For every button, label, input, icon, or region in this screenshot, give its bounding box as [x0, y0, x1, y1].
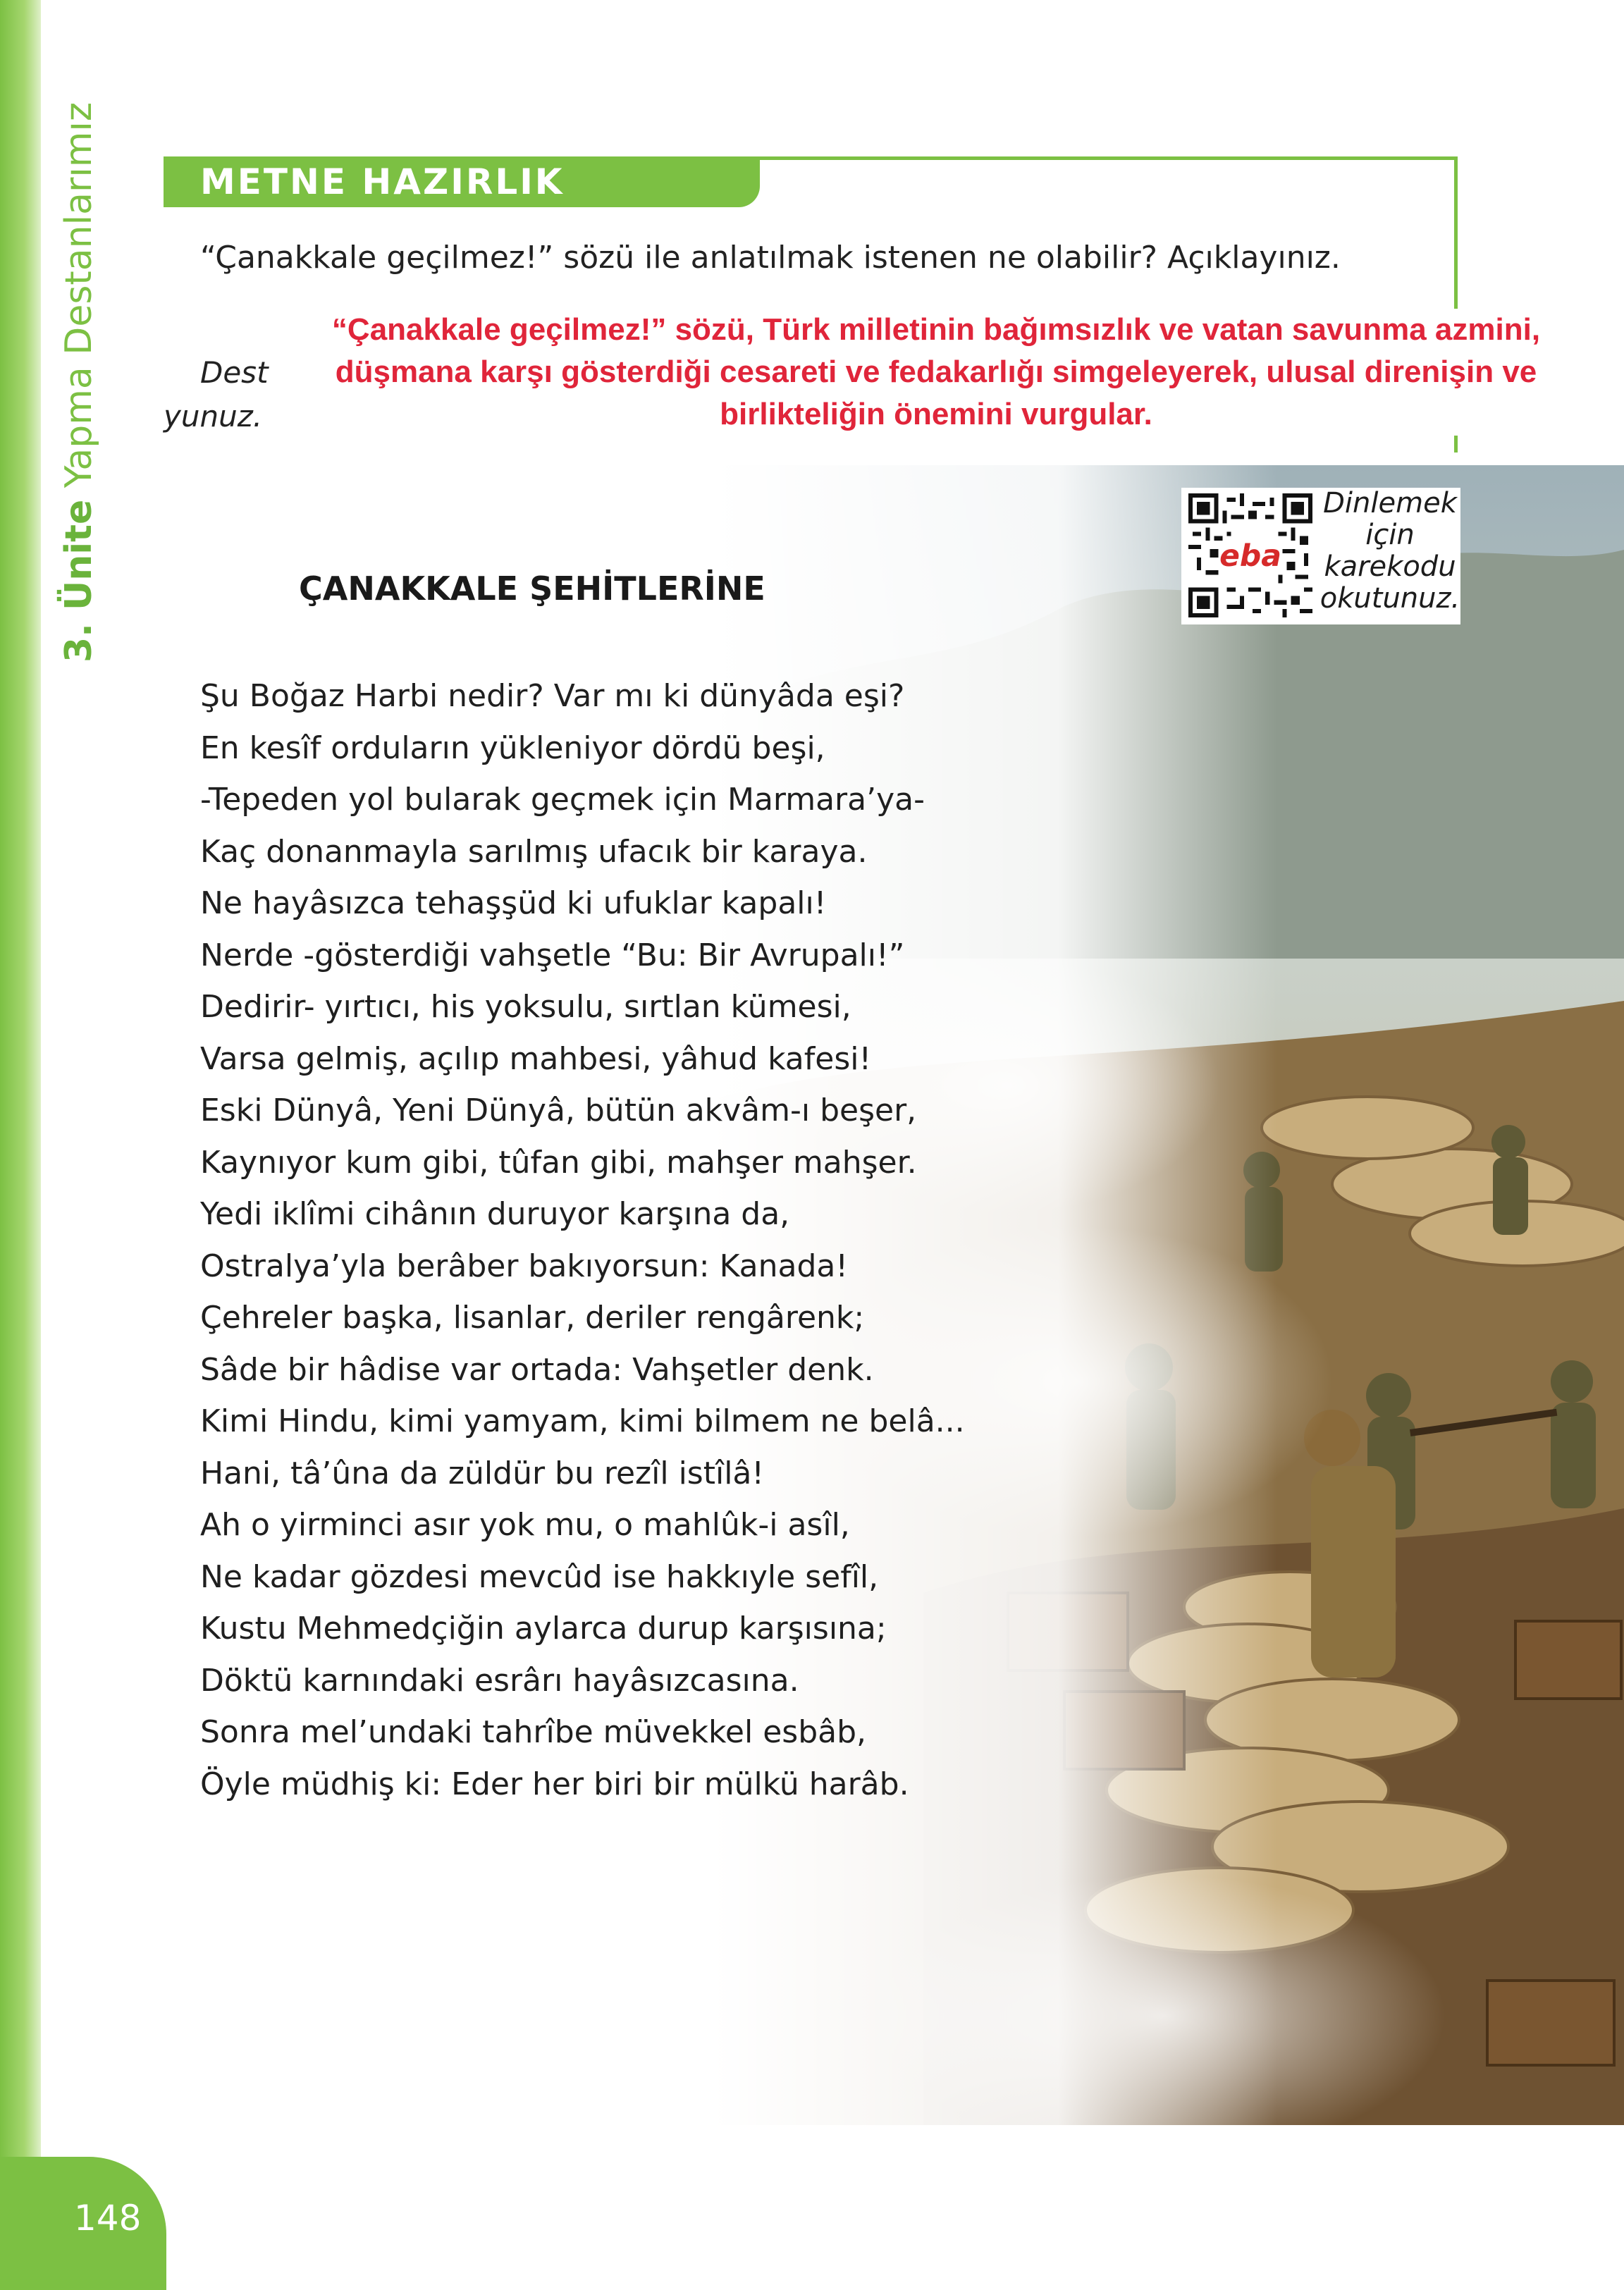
poem-line: Dedirir- yırtıcı, his yoksulu, sırtlan kümesi, — [200, 989, 851, 1025]
prep-heading: METNE HAZIRLIK — [200, 161, 565, 202]
poem-line: Kimi Hindu, kimi yamyam, kimi bilmem ne belâ... — [200, 1403, 965, 1439]
poem-line: Hani, tâ’ûna da züldür bu rezîl istîlâ! — [200, 1455, 765, 1491]
prep-partial-line-1: Dest — [200, 355, 269, 390]
unit-label — [51, 85, 107, 663]
poem-line: Ostralya’yla berâber bakıyorsun: Kanada! — [200, 1248, 848, 1284]
poem-line: Yedi iklîmi cihânın duruyor karşına da, — [200, 1196, 790, 1232]
poem-line: Nerde -gösterdiği vahşetle “Bu: Bir Avrupalı!” — [200, 937, 905, 973]
poem-line: Çehreler başka, lisanlar, deriler rengârenk; — [200, 1300, 865, 1336]
prep-partial-line-2: yunuz. — [164, 399, 263, 433]
poem-line: Ne kadar gözdesi mevcûd ise hakkıyle sefîl, — [200, 1558, 879, 1595]
qr-label-line: Dinlemek — [1323, 487, 1457, 519]
side-strip — [0, 0, 41, 2290]
poem-line: Döktü karnındaki esrârı hayâsızcasına. — [200, 1662, 799, 1699]
answer-overlay: “Çanakkale geçilmez!” sözü, Türk milletinin bağımsızlık ve vatan savunma azmini, düşmana karşı gösterdiği cesareti ve fedakarlığı simgeleyerek, ulusal direnişin ve birlikteliğin önemini vurgular. — [281, 309, 1592, 436]
poem-line: Kaynıyor kum gibi, tûfan gibi, mahşer mahşer. — [200, 1144, 917, 1181]
qr-code-icon[interactable] — [1188, 493, 1312, 617]
poem-line: Sâde bir hâdise var ortada: Vahşetler denk. — [200, 1351, 874, 1388]
poem-line: Varsa gelmiş, açılıp mahbesi, yâhud kafesi! — [200, 1040, 872, 1077]
poem-line: Eski Dünyâ, Yeni Dünyâ, bütün akvâm-ı beşer, — [200, 1092, 917, 1128]
poem-line: Ne hayâsızca tehaşşüd ki ufuklar kapalı! — [200, 885, 827, 921]
eba-logo: eba — [1219, 539, 1281, 574]
poem-title: ÇANAKKALE ŞEHİTLERİNE — [299, 570, 765, 608]
poem-line: Sonra mel’undaki tahrîbe müvekkel esbâb, — [200, 1714, 867, 1750]
prep-question: “Çanakkale geçilmez!” sözü ile anlatılmak istenen ne olabilir? Açıklayınız. — [200, 240, 1341, 276]
page-number: 148 — [74, 2198, 142, 2239]
unit-number: 3. Ünite — [58, 499, 100, 663]
unit-title: Yapma Destanlarımız — [58, 101, 100, 488]
poem-line: Kaç donanmayla sarılmış ufacık bir karaya. — [200, 833, 868, 870]
poem-line: Şu Boğaz Harbi nedir? Var mı ki dünyâda eşi? — [200, 678, 905, 714]
poem-line: Ah o yirminci asır yok mu, o mahlûk-i asîl, — [200, 1507, 850, 1543]
qr-label-line: için — [1365, 519, 1415, 551]
qr-label — [1320, 488, 1460, 615]
poem-line: En kesîf orduların yükleniyor dördü beşi, — [200, 730, 825, 766]
poem-line: Kustu Mehmedçiğin aylarca durup karşısına; — [200, 1611, 887, 1646]
poem-line: Öyle müdhiş ki: Eder her biri bir mülkü harâb. — [200, 1766, 909, 1802]
qr-label-line: okutunuz. — [1320, 582, 1460, 615]
qr-label-line: karekodu — [1324, 550, 1456, 583]
poem-line: -Tepeden yol bularak geçmek için Marmara’ya- — [200, 782, 925, 818]
